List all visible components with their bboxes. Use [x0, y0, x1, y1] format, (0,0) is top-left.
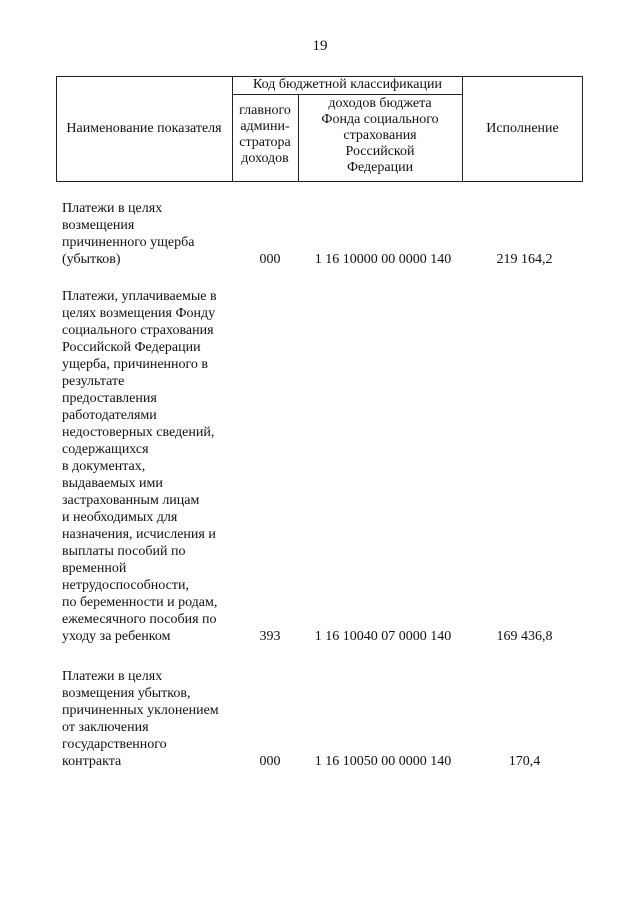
page-number: 19: [312, 38, 328, 54]
header-admin: главного админи- стратора доходов: [239, 103, 291, 166]
row-name: Платежи, уплачиваемые в целях возмещения Фонду социального страхования Российской Федерации ущерба, причиненного в результате предоставления работодателями недостоверных сведений, содержащихся в документах, выдаваемых ими застрахованным лицам и необходимых для назначения, исчисления и выплаты пособий по временной нетрудоспособности, по беременности и родам, ежемесячного пособия по уходу за ребенком: [62, 289, 218, 644]
row-execution: 170,4: [508, 754, 541, 769]
row-budget-code: 1 16 10000 00 0000 140: [314, 252, 452, 267]
header-divider-group: [232, 94, 463, 95]
header-execution: Исполнение: [486, 121, 559, 136]
row-name: Платежи в целях возмещения убытков, причиненных уклонением от заключения государственного контракта: [62, 669, 219, 769]
table-header: [56, 76, 583, 182]
row-budget-code: 1 16 10040 07 0000 140: [314, 629, 452, 644]
row-admin-code: 000: [259, 754, 281, 769]
row-execution: 219 164,2: [496, 252, 553, 267]
row-budget-code: 1 16 10050 00 0000 140: [314, 754, 452, 769]
row-name: Платежи в целях возмещения причиненного ущерба (убытков): [62, 201, 195, 267]
row-admin-code: 000: [259, 252, 281, 267]
row-execution: 169 436,8: [496, 629, 553, 644]
row-admin-code: 393: [259, 629, 281, 644]
header-name: Наименование показателя: [66, 121, 222, 136]
header-revenue: доходов бюджета Фонда социального страхования Российской Федерации: [321, 96, 439, 175]
header-group-title: Код бюджетной классификации: [253, 77, 442, 92]
header-border-bottom: [56, 181, 583, 182]
